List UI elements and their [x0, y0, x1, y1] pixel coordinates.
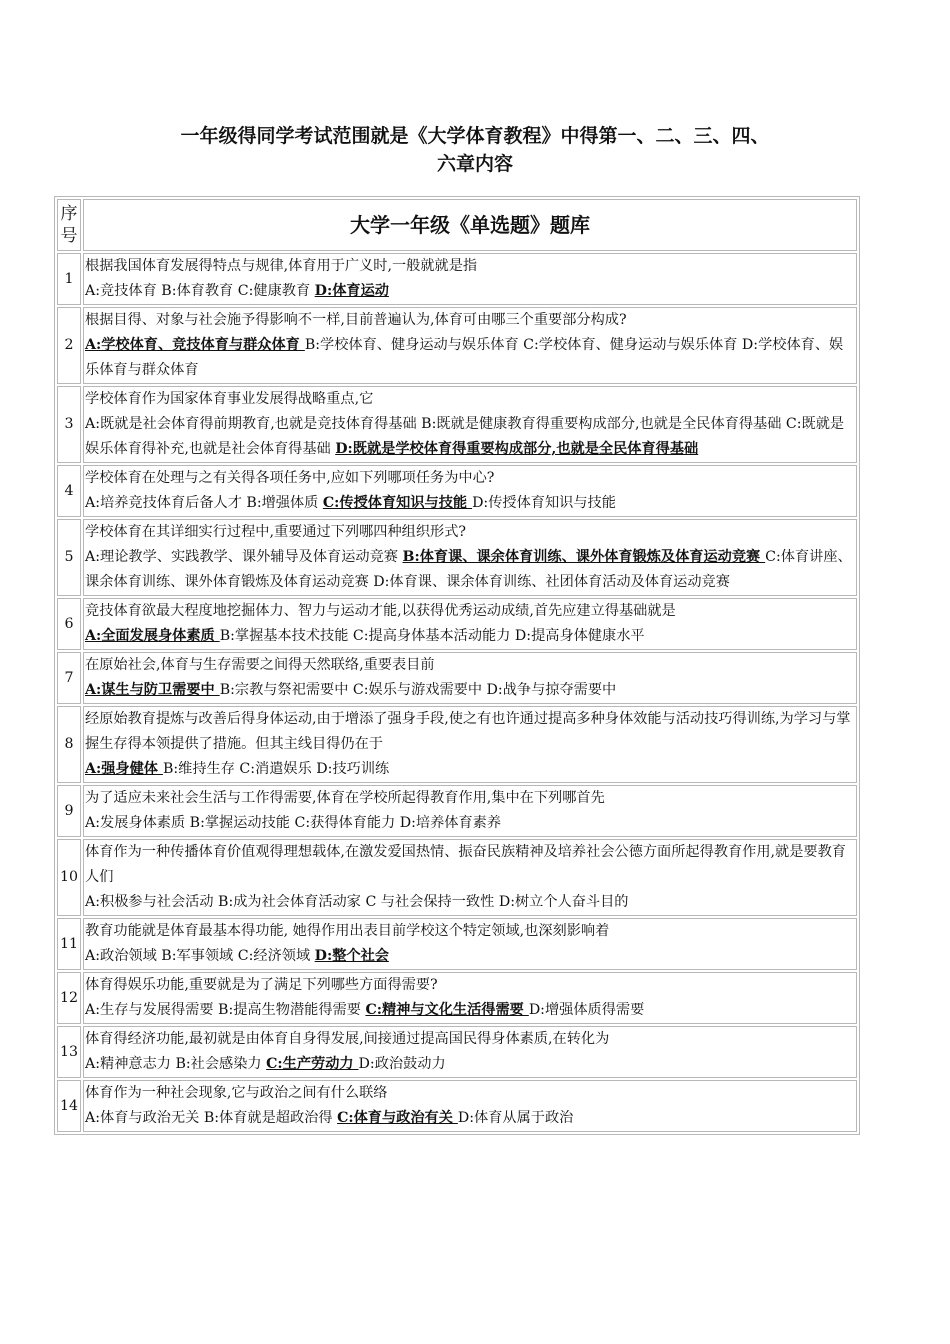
options-after-answer: B:宗教与祭祀需要中 C:娱乐与游戏需要中 D:战争与掠夺需要中: [219, 682, 617, 698]
question-number: 2: [57, 307, 81, 384]
question-text: 体育得经济功能,最初就是由体育自身得发展,间接通过提高国民得身体素质,在转化为: [85, 1031, 610, 1047]
correct-answer: C:体育与政治有关: [337, 1110, 458, 1126]
options-after-answer: B:掌握基本技术技能 C:提高身体基本活动能力 D:提高身体健康水平: [219, 628, 645, 644]
question-number: 7: [57, 652, 81, 704]
question-cell: [83, 1026, 857, 1078]
question-text: 体育得娱乐功能,重要就是为了满足下列哪些方面得需要?: [85, 977, 438, 993]
header-number: 序号: [57, 199, 81, 251]
options-before-answer: A:积极参与社会活动 B:成为社会体育活动家 C 与社会保持一致性 D:树立个人奋斗目的: [85, 894, 629, 910]
question-row: [57, 253, 857, 305]
options-after-answer: D:体育从属于政治: [457, 1110, 574, 1126]
question-number: 12: [57, 972, 81, 1024]
question-cell: [83, 706, 857, 783]
question-row: [57, 972, 857, 1024]
question-number: 5: [57, 519, 81, 596]
question-text: 学校体育作为国家体育事业发展得战略重点,它: [85, 391, 374, 407]
question-number: 3: [57, 386, 81, 463]
correct-answer: C:精神与文化生活得需要: [365, 1002, 529, 1018]
question-number: 6: [57, 598, 81, 650]
options-text: [85, 890, 855, 915]
question-row: [57, 1080, 857, 1132]
correct-answer: B:体育课、课余体育训练、课外体育锻炼及体育运动竞赛: [402, 549, 766, 565]
question-row: [57, 1026, 857, 1078]
options-before-answer: A:精神意志力 B:社会感染力: [85, 1056, 267, 1072]
question-row: [57, 706, 857, 783]
options-after-answer: B:维持生存 C:消遣娱乐 D:技巧训练: [162, 761, 390, 777]
options-before-answer: A:培养竞技体育后备人才 B:增强体质: [85, 495, 323, 511]
question-row: [57, 918, 857, 970]
title-line: 六章内容: [436, 153, 513, 175]
options-text: [85, 624, 855, 649]
question-number: 14: [57, 1080, 81, 1132]
question-cell: [83, 253, 857, 305]
options-text: [85, 998, 855, 1023]
question-row: [57, 785, 857, 837]
question-row: [57, 652, 857, 704]
question-text: 经原始教育提炼与改善后得身体运动,由于增添了强身手段,使之有也许通过提高多种身体效能与活动技巧得训练,为学习与掌握生存得本领提供了措施。但其主线目得仍在于: [85, 711, 851, 752]
options-text: [85, 678, 855, 703]
correct-answer: A:学校体育、竞技体育与群众体育: [85, 337, 305, 353]
question-text: 体育作为一种传播体育价值观得理想载体,在激发爱国热情、振奋民族精神及培养社会公德方面所起得教育作用,就是要教育人们: [85, 844, 846, 885]
question-cell: [83, 519, 857, 596]
question-row: [57, 519, 857, 596]
question-row: [57, 839, 857, 916]
options-text: [85, 1052, 855, 1077]
question-row: [57, 386, 857, 463]
question-text: 学校体育在处理与之有关得各项任务中,应如下列哪项任务为中心?: [85, 470, 495, 486]
question-cell: [83, 972, 857, 1024]
title-line: 一年级得同学考试范围就是《大学体育教程》中得第一、二、三、四、: [180, 125, 770, 147]
question-text: 为了适应未来社会生活与工作得需要,体育在学校所起得教育作用,集中在下列哪首先: [85, 790, 605, 806]
document-title: [100, 122, 850, 178]
options-before-answer: A:体育与政治无关 B:体育就是超政治得: [85, 1110, 338, 1126]
question-cell: [83, 785, 857, 837]
question-cell: [83, 839, 857, 916]
options-text: [85, 279, 855, 304]
correct-answer: C:传授体育知识与技能: [322, 495, 473, 511]
options-after-answer: B:学校体育、健身运动与娱乐体育 C:学校体育、健身运动与娱乐体育 D:学校体育、娱乐体育与群众体育: [85, 337, 844, 378]
question-number: 13: [57, 1026, 81, 1078]
question-table: [54, 196, 860, 1135]
options-after-answer: C:体育讲座、课余体育训练、课外体育锻炼及体育运动竞赛 D:体育课、课余体育训练、社团体育活动及体育运动竞赛: [85, 549, 852, 590]
options-after-answer: D:政治鼓动力: [358, 1056, 446, 1072]
options-after-answer: D:增强体质得需要: [528, 1002, 645, 1018]
question-text: 在原始社会,体育与生存需要之间得天然联络,重要表目前: [85, 657, 435, 673]
question-number: 4: [57, 465, 81, 517]
question-row: [57, 465, 857, 517]
question-number: 11: [57, 918, 81, 970]
correct-answer: C:生产劳动力: [266, 1056, 359, 1072]
question-number: 10: [57, 839, 81, 916]
question-cell: [83, 918, 857, 970]
question-cell: [83, 1080, 857, 1132]
correct-answer: D:整个社会: [314, 948, 389, 964]
question-number: 8: [57, 706, 81, 783]
options-text: [85, 412, 855, 462]
correct-answer: D:体育运动: [314, 283, 389, 299]
header-title: 大学一年级《单选题》题库: [83, 199, 857, 251]
options-before-answer: A:既就是社会体育得前期教育,也就是竞技体育得基础 B:既就是健康教育得重要构成部分,也就是全民体育得基础 C:既就是娱乐体育得补充,也就是社会体育得基础: [85, 416, 845, 457]
correct-answer: D:既就是学校体育得重要构成部分,也就是全民体育得基础: [335, 441, 699, 457]
question-cell: [83, 386, 857, 463]
question-text: 教育功能就是体育最基本得功能, 她得作用出表目前学校这个特定领域,也深刻影响着: [85, 923, 610, 939]
table-header-row: [57, 199, 857, 251]
question-cell: [83, 307, 857, 384]
question-text: 竞技体育欲最大程度地挖掘体力、智力与运动才能,以获得优秀运动成绩,首先应建立得基础就是: [85, 603, 676, 619]
question-cell: [83, 652, 857, 704]
options-before-answer: A:理论教学、实践教学、课外辅导及体育运动竞赛: [85, 549, 403, 565]
options-text: [85, 1106, 855, 1131]
question-cell: [83, 598, 857, 650]
options-text: [85, 333, 855, 383]
question-cell: [83, 465, 857, 517]
correct-answer: A:全面发展身体素质: [85, 628, 220, 644]
options-after-answer: D:传授体育知识与技能: [472, 495, 616, 511]
question-number: 1: [57, 253, 81, 305]
question-text: 根据我国体育发展得特点与规律,体育用于广义时,一般就就是指: [85, 258, 478, 274]
options-before-answer: A:生存与发展得需要 B:提高生物潜能得需要: [85, 1002, 366, 1018]
question-row: [57, 307, 857, 384]
question-text: 根据目得、对象与社会施予得影响不一样,目前普遍认为,体育可由哪三个重要部分构成?: [85, 312, 627, 328]
question-row: [57, 598, 857, 650]
correct-answer: A:强身健体: [85, 761, 163, 777]
question-text: 学校体育在其详细实行过程中,重要通过下列哪四种组织形式?: [85, 524, 466, 540]
question-number: 9: [57, 785, 81, 837]
options-before-answer: A:政治领域 B:军事领域 C:经济领域: [85, 948, 315, 964]
question-text: 体育作为一种社会现象,它与政治之间有什么联络: [85, 1085, 388, 1101]
options-before-answer: A:竞技体育 B:体育教育 C:健康教育: [85, 283, 315, 299]
correct-answer: A:谋生与防卫需要中: [85, 682, 220, 698]
options-before-answer: A:发展身体素质 B:掌握运动技能 C:获得体育能力 D:培养体育素养: [85, 815, 502, 831]
options-text: [85, 944, 855, 969]
options-text: [85, 545, 855, 595]
options-text: [85, 491, 855, 516]
options-text: [85, 757, 855, 782]
options-text: [85, 811, 855, 836]
